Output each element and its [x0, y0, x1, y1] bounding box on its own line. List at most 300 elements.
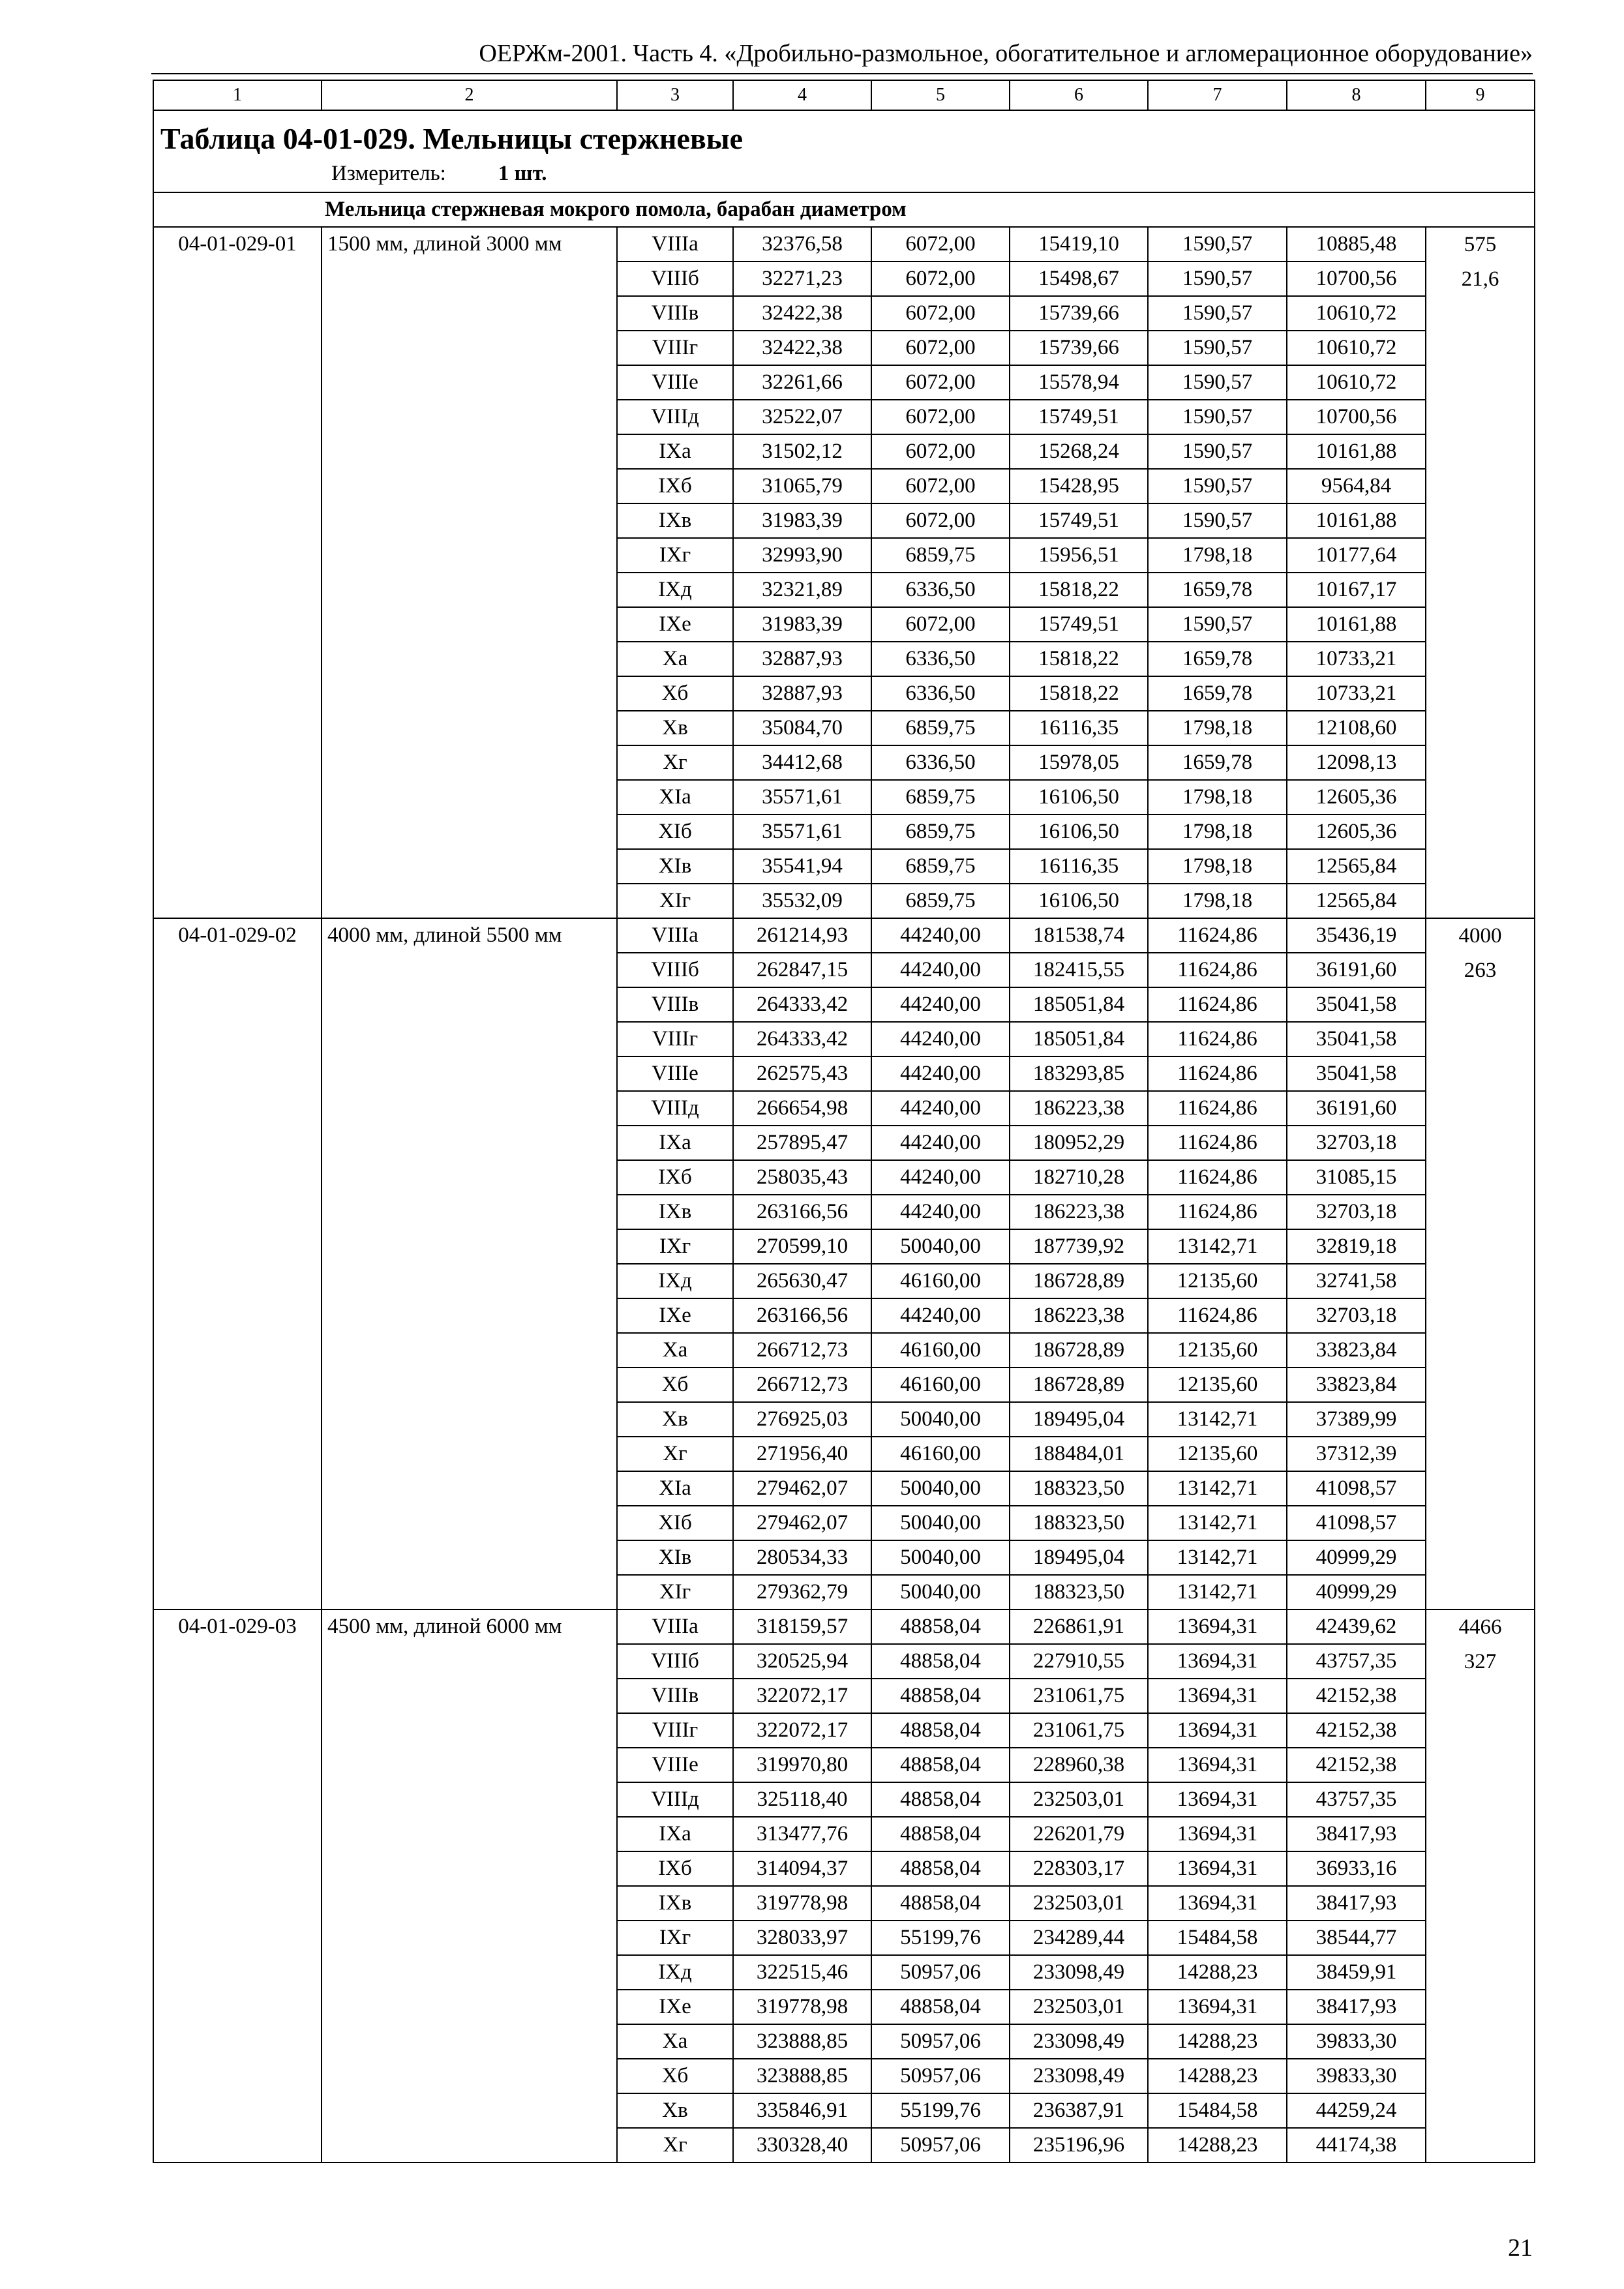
- total-cost-cell: 265630,47: [733, 1264, 871, 1298]
- zone-cell: VIIIб: [617, 953, 733, 987]
- wage-cost-cell: 44240,00: [871, 1195, 1010, 1229]
- machinist-wage-cell: 11624,86: [1148, 1298, 1287, 1333]
- machine-cost-cell: 15739,66: [1010, 331, 1148, 365]
- machinist-wage-cell: 13694,31: [1148, 1644, 1287, 1679]
- wage-cost-cell: 46160,00: [871, 1368, 1010, 1402]
- machine-cost-cell: 232503,01: [1010, 1886, 1148, 1921]
- zone-cell: IXв: [617, 1195, 733, 1229]
- wage-cost-cell: 44240,00: [871, 1126, 1010, 1160]
- wage-cost-cell: 46160,00: [871, 1437, 1010, 1471]
- total-cost-cell: 319778,98: [733, 1990, 871, 2024]
- column-number: 1: [153, 80, 322, 110]
- description-cell: 1500 мм, длиной 3000 мм: [322, 227, 617, 918]
- zone-cell: Xг: [617, 745, 733, 780]
- total-cost-cell: 322072,17: [733, 1679, 871, 1713]
- column-number: 8: [1287, 80, 1426, 110]
- wage-cost-cell: 48858,04: [871, 1782, 1010, 1817]
- machinist-wage-cell: 1590,57: [1148, 262, 1287, 296]
- total-cost-cell: 31983,39: [733, 503, 871, 538]
- table-body: [153, 80, 1535, 2162]
- wage-cost-cell: 48858,04: [871, 1817, 1010, 1851]
- table-row: [153, 918, 1535, 953]
- total-cost-cell: 32993,90: [733, 538, 871, 573]
- machine-cost-cell: 187739,92: [1010, 1229, 1148, 1264]
- materials-cost-cell: 10610,72: [1287, 365, 1426, 400]
- machinist-wage-cell: 1590,57: [1148, 400, 1287, 434]
- rate-code-cell: 04-01-029-02: [153, 918, 322, 1609]
- zone-cell: Xв: [617, 711, 733, 745]
- materials-cost-cell: 32703,18: [1287, 1195, 1426, 1229]
- machine-cost-cell: 227910,55: [1010, 1644, 1148, 1679]
- zone-cell: Xг: [617, 1437, 733, 1471]
- materials-cost-cell: 10161,88: [1287, 503, 1426, 538]
- machine-cost-cell: 15956,51: [1010, 538, 1148, 573]
- wage-cost-cell: 48858,04: [871, 1748, 1010, 1782]
- machinist-wage-cell: 11624,86: [1148, 1126, 1287, 1160]
- materials-cost-cell: 38417,93: [1287, 1886, 1426, 1921]
- machinist-wage-cell: 1798,18: [1148, 780, 1287, 815]
- wage-cost-cell: 55199,76: [871, 2093, 1010, 2128]
- zone-cell: VIIIг: [617, 331, 733, 365]
- materials-cost-cell: 43757,35: [1287, 1644, 1426, 1679]
- machine-cost-cell: 186728,89: [1010, 1264, 1148, 1298]
- materials-cost-cell: 10177,64: [1287, 538, 1426, 573]
- materials-cost-cell: 31085,15: [1287, 1160, 1426, 1195]
- column-number: 4: [733, 80, 871, 110]
- wage-cost-cell: 6072,00: [871, 400, 1010, 434]
- wage-cost-cell: 6072,00: [871, 262, 1010, 296]
- wage-cost-cell: 48858,04: [871, 1990, 1010, 2024]
- total-cost-cell: 335846,91: [733, 2093, 871, 2128]
- wage-cost-cell: 50040,00: [871, 1575, 1010, 1609]
- machine-cost-cell: 232503,01: [1010, 1990, 1148, 2024]
- machinist-wage-cell: 13142,71: [1148, 1540, 1287, 1575]
- wage-cost-cell: 50957,06: [871, 1955, 1010, 1990]
- total-cost-cell: 35571,61: [733, 815, 871, 849]
- section-title: Мельница стержневая мокрого помола, барабан диаметром: [153, 192, 1535, 227]
- machinist-wage-cell: 1590,57: [1148, 434, 1287, 469]
- zone-cell: XIа: [617, 1471, 733, 1506]
- zone-cell: IXг: [617, 1921, 733, 1955]
- wage-cost-cell: 6336,50: [871, 642, 1010, 676]
- machinist-wage-cell: 15484,58: [1148, 2093, 1287, 2128]
- total-cost-cell: 35084,70: [733, 711, 871, 745]
- labor-hours: 327: [1464, 1650, 1497, 1674]
- machinist-wage-cell: 13694,31: [1148, 1990, 1287, 2024]
- machinist-wage-cell: 14288,23: [1148, 2128, 1287, 2162]
- title-row: [153, 110, 1535, 192]
- total-cost-cell: 32422,38: [733, 331, 871, 365]
- total-cost-cell: 35571,61: [733, 780, 871, 815]
- machinist-wage-cell: 1590,57: [1148, 607, 1287, 642]
- wage-cost-cell: 44240,00: [871, 1091, 1010, 1126]
- total-cost-cell: 318159,57: [733, 1609, 871, 1644]
- materials-cost-cell: 35041,58: [1287, 1022, 1426, 1056]
- machinist-wage-cell: 14288,23: [1148, 1955, 1287, 1990]
- wage-cost-cell: 44240,00: [871, 1160, 1010, 1195]
- materials-cost-cell: 33823,84: [1287, 1333, 1426, 1368]
- materials-cost-cell: 10167,17: [1287, 573, 1426, 607]
- machine-cost-cell: 186728,89: [1010, 1368, 1148, 1402]
- materials-cost-cell: 32703,18: [1287, 1126, 1426, 1160]
- measure-label: Измеритель:: [331, 162, 446, 185]
- wage-cost-cell: 6336,50: [871, 676, 1010, 711]
- materials-cost-cell: 38544,77: [1287, 1921, 1426, 1955]
- wage-cost-cell: 6072,00: [871, 296, 1010, 331]
- total-cost-cell: 32271,23: [733, 262, 871, 296]
- materials-cost-cell: 39833,30: [1287, 2059, 1426, 2093]
- machinist-wage-cell: 1798,18: [1148, 884, 1287, 918]
- zone-cell: VIIIе: [617, 365, 733, 400]
- total-cost-cell: 35532,09: [733, 884, 871, 918]
- machinist-wage-cell: 11624,86: [1148, 953, 1287, 987]
- zone-cell: IXд: [617, 1264, 733, 1298]
- zone-cell: VIIIе: [617, 1748, 733, 1782]
- machinist-wage-cell: 13694,31: [1148, 1851, 1287, 1886]
- materials-cost-cell: 10700,56: [1287, 262, 1426, 296]
- total-cost-cell: 35541,94: [733, 849, 871, 884]
- materials-cost-cell: 12605,36: [1287, 815, 1426, 849]
- machine-cost-cell: 189495,04: [1010, 1402, 1148, 1437]
- zone-cell: IXе: [617, 607, 733, 642]
- zone-cell: VIIIд: [617, 1782, 733, 1817]
- machinist-wage-cell: 12135,60: [1148, 1368, 1287, 1402]
- materials-cost-cell: 35041,58: [1287, 987, 1426, 1022]
- total-cost-cell: 319778,98: [733, 1886, 871, 1921]
- column-number: 6: [1010, 80, 1148, 110]
- machine-cost-cell: 15428,95: [1010, 469, 1148, 503]
- machinist-wage-cell: 1590,57: [1148, 469, 1287, 503]
- zone-cell: VIIIб: [617, 262, 733, 296]
- machinist-wage-cell: 1590,57: [1148, 503, 1287, 538]
- total-cost-cell: 263166,56: [733, 1195, 871, 1229]
- total-cost-cell: 261214,93: [733, 918, 871, 953]
- machine-cost-cell: 16116,35: [1010, 849, 1148, 884]
- zone-cell: VIIIг: [617, 1022, 733, 1056]
- machinist-wage-cell: 11624,86: [1148, 1160, 1287, 1195]
- machine-cost-cell: 16116,35: [1010, 711, 1148, 745]
- materials-cost-cell: 42439,62: [1287, 1609, 1426, 1644]
- machinist-wage-cell: 1659,78: [1148, 573, 1287, 607]
- wage-cost-cell: 6859,75: [871, 849, 1010, 884]
- machine-cost-cell: 15498,67: [1010, 262, 1148, 296]
- zone-cell: Xб: [617, 1368, 733, 1402]
- wage-cost-cell: 55199,76: [871, 1921, 1010, 1955]
- machine-cost-cell: 182710,28: [1010, 1160, 1148, 1195]
- total-cost-cell: 330328,40: [733, 2128, 871, 2162]
- wage-cost-cell: 48858,04: [871, 1886, 1010, 1921]
- machinist-wage-cell: 1798,18: [1148, 815, 1287, 849]
- zone-cell: XIв: [617, 849, 733, 884]
- wage-cost-cell: 48858,04: [871, 1609, 1010, 1644]
- page-number: 21: [1508, 2234, 1533, 2262]
- running-header: ОЕРЖм-2001. Часть 4. «Дробильно-размольное, обогатительное и агломерационное оборудование»: [479, 40, 1533, 67]
- machine-cost-cell: 233098,49: [1010, 1955, 1148, 1990]
- zone-cell: XIб: [617, 1506, 733, 1540]
- machine-cost-cell: 233098,49: [1010, 2024, 1148, 2059]
- zone-cell: IXа: [617, 434, 733, 469]
- machinist-wage-cell: 1590,57: [1148, 227, 1287, 262]
- materials-cost-cell: 41098,57: [1287, 1471, 1426, 1506]
- machinist-wage-cell: 13694,31: [1148, 1679, 1287, 1713]
- wage-cost-cell: 44240,00: [871, 918, 1010, 953]
- machine-cost-cell: 188323,50: [1010, 1471, 1148, 1506]
- machine-cost-cell: 181538,74: [1010, 918, 1148, 953]
- measure-line: [160, 158, 1527, 189]
- total-cost-cell: 31502,12: [733, 434, 871, 469]
- materials-cost-cell: 12565,84: [1287, 849, 1426, 884]
- machine-cost-cell: 226861,91: [1010, 1609, 1148, 1644]
- rate-code-cell: 04-01-029-01: [153, 227, 322, 918]
- zone-cell: XIг: [617, 1575, 733, 1609]
- materials-cost-cell: 12605,36: [1287, 780, 1426, 815]
- zone-cell: Xв: [617, 2093, 733, 2128]
- wage-cost-cell: 50957,06: [871, 2024, 1010, 2059]
- zone-cell: Xв: [617, 1402, 733, 1437]
- wage-cost-cell: 46160,00: [871, 1333, 1010, 1368]
- total-cost-cell: 258035,43: [733, 1160, 871, 1195]
- machinist-wage-cell: 12135,60: [1148, 1264, 1287, 1298]
- machine-cost-cell: 16106,50: [1010, 780, 1148, 815]
- total-cost-cell: 279362,79: [733, 1575, 871, 1609]
- materials-cost-cell: 12098,13: [1287, 745, 1426, 780]
- equipment-weight: 4000: [1458, 924, 1502, 948]
- machine-cost-cell: 228303,17: [1010, 1851, 1148, 1886]
- total-cost-cell: 32522,07: [733, 400, 871, 434]
- zone-cell: Xг: [617, 2128, 733, 2162]
- wage-cost-cell: 6072,00: [871, 331, 1010, 365]
- machine-cost-cell: 180952,29: [1010, 1126, 1148, 1160]
- materials-cost-cell: 43757,35: [1287, 1782, 1426, 1817]
- machinist-wage-cell: 13694,31: [1148, 1782, 1287, 1817]
- wage-cost-cell: 48858,04: [871, 1679, 1010, 1713]
- total-cost-cell: 257895,47: [733, 1126, 871, 1160]
- machinist-wage-cell: 14288,23: [1148, 2024, 1287, 2059]
- materials-cost-cell: 32819,18: [1287, 1229, 1426, 1264]
- machine-cost-cell: 15739,66: [1010, 296, 1148, 331]
- machinist-wage-cell: 13142,71: [1148, 1229, 1287, 1264]
- total-cost-cell: 323888,85: [733, 2059, 871, 2093]
- machine-cost-cell: 15749,51: [1010, 607, 1148, 642]
- materials-cost-cell: 40999,29: [1287, 1540, 1426, 1575]
- wage-cost-cell: 44240,00: [871, 1022, 1010, 1056]
- machinist-wage-cell: 13142,71: [1148, 1402, 1287, 1437]
- column-number: 3: [617, 80, 733, 110]
- wage-cost-cell: 50040,00: [871, 1229, 1010, 1264]
- total-cost-cell: 32321,89: [733, 573, 871, 607]
- wage-cost-cell: 50040,00: [871, 1506, 1010, 1540]
- total-cost-cell: 313477,76: [733, 1817, 871, 1851]
- wage-cost-cell: 44240,00: [871, 953, 1010, 987]
- machine-cost-cell: 183293,85: [1010, 1056, 1148, 1091]
- machinist-wage-cell: 1659,78: [1148, 642, 1287, 676]
- zone-cell: IXб: [617, 1160, 733, 1195]
- total-cost-cell: 319970,80: [733, 1748, 871, 1782]
- total-cost-cell: 320525,94: [733, 1644, 871, 1679]
- price-table: [153, 80, 1535, 2163]
- zone-cell: IXд: [617, 1955, 733, 1990]
- machine-cost-cell: 235196,96: [1010, 2128, 1148, 2162]
- wage-cost-cell: 6859,75: [871, 815, 1010, 849]
- machinist-wage-cell: 11624,86: [1148, 1091, 1287, 1126]
- total-cost-cell: 280534,33: [733, 1540, 871, 1575]
- wage-cost-cell: 6336,50: [871, 573, 1010, 607]
- total-cost-cell: 328033,97: [733, 1921, 871, 1955]
- total-cost-cell: 31983,39: [733, 607, 871, 642]
- machinist-wage-cell: 12135,60: [1148, 1333, 1287, 1368]
- zone-cell: Xа: [617, 2024, 733, 2059]
- wage-cost-cell: 44240,00: [871, 987, 1010, 1022]
- total-cost-cell: 266712,73: [733, 1333, 871, 1368]
- zone-cell: XIв: [617, 1540, 733, 1575]
- wage-cost-cell: 44240,00: [871, 1056, 1010, 1091]
- zone-cell: VIIIе: [617, 1056, 733, 1091]
- zone-cell: VIIIв: [617, 296, 733, 331]
- materials-cost-cell: 10610,72: [1287, 296, 1426, 331]
- materials-cost-cell: 10610,72: [1287, 331, 1426, 365]
- materials-cost-cell: 39833,30: [1287, 2024, 1426, 2059]
- materials-cost-cell: 35041,58: [1287, 1056, 1426, 1091]
- column-number: 7: [1148, 80, 1287, 110]
- materials-cost-cell: 41098,57: [1287, 1506, 1426, 1540]
- total-cost-cell: 31065,79: [733, 469, 871, 503]
- machinist-wage-cell: 11624,86: [1148, 987, 1287, 1022]
- materials-cost-cell: 10733,21: [1287, 642, 1426, 676]
- total-cost-cell: 34412,68: [733, 745, 871, 780]
- wage-cost-cell: 6336,50: [871, 745, 1010, 780]
- materials-cost-cell: 44259,24: [1287, 2093, 1426, 2128]
- wage-cost-cell: 44240,00: [871, 1298, 1010, 1333]
- wage-cost-cell: 6072,00: [871, 365, 1010, 400]
- materials-cost-cell: 38417,93: [1287, 1990, 1426, 2024]
- machinist-wage-cell: 13142,71: [1148, 1506, 1287, 1540]
- zone-cell: XIа: [617, 780, 733, 815]
- section-row: [153, 192, 1535, 227]
- materials-cost-cell: 9564,84: [1287, 469, 1426, 503]
- description-cell: 4500 мм, длиной 6000 мм: [322, 1609, 617, 2162]
- machine-cost-cell: 233098,49: [1010, 2059, 1148, 2093]
- machinist-wage-cell: 11624,86: [1148, 1022, 1287, 1056]
- equipment-weight: 575: [1464, 233, 1497, 256]
- total-cost-cell: 325118,40: [733, 1782, 871, 1817]
- header-rule: [151, 73, 1533, 74]
- zone-cell: IXв: [617, 1886, 733, 1921]
- machinist-wage-cell: 13694,31: [1148, 1817, 1287, 1851]
- machinist-wage-cell: 1590,57: [1148, 296, 1287, 331]
- machinist-wage-cell: 1798,18: [1148, 849, 1287, 884]
- materials-cost-cell: 42152,38: [1287, 1679, 1426, 1713]
- machinist-wage-cell: 13694,31: [1148, 1748, 1287, 1782]
- materials-cost-cell: 40999,29: [1287, 1575, 1426, 1609]
- zone-cell: VIIIг: [617, 1713, 733, 1748]
- zone-cell: Xа: [617, 1333, 733, 1368]
- wage-cost-cell: 6072,00: [871, 503, 1010, 538]
- wage-cost-cell: 48858,04: [871, 1851, 1010, 1886]
- wage-cost-cell: 6072,00: [871, 607, 1010, 642]
- total-cost-cell: 279462,07: [733, 1506, 871, 1540]
- machinist-wage-cell: 11624,86: [1148, 1195, 1287, 1229]
- machinist-wage-cell: 13142,71: [1148, 1471, 1287, 1506]
- machinist-wage-cell: 11624,86: [1148, 918, 1287, 953]
- extra-info-cell: [1426, 227, 1535, 918]
- machine-cost-cell: 15419,10: [1010, 227, 1148, 262]
- zone-cell: VIIIд: [617, 1091, 733, 1126]
- total-cost-cell: 270599,10: [733, 1229, 871, 1264]
- materials-cost-cell: 38459,91: [1287, 1955, 1426, 1990]
- machinist-wage-cell: 1659,78: [1148, 676, 1287, 711]
- zone-cell: VIIIд: [617, 400, 733, 434]
- machinist-wage-cell: 13694,31: [1148, 1609, 1287, 1644]
- machine-cost-cell: 186223,38: [1010, 1298, 1148, 1333]
- materials-cost-cell: 10700,56: [1287, 400, 1426, 434]
- materials-cost-cell: 12108,60: [1287, 711, 1426, 745]
- zone-cell: Xб: [617, 2059, 733, 2093]
- zone-cell: VIIIа: [617, 1609, 733, 1644]
- total-cost-cell: 32887,93: [733, 642, 871, 676]
- column-number: 9: [1426, 80, 1535, 110]
- machine-cost-cell: 185051,84: [1010, 1022, 1148, 1056]
- wage-cost-cell: 50040,00: [871, 1402, 1010, 1437]
- zone-cell: XIг: [617, 884, 733, 918]
- materials-cost-cell: 32741,58: [1287, 1264, 1426, 1298]
- wage-cost-cell: 6072,00: [871, 227, 1010, 262]
- column-number: 2: [322, 80, 617, 110]
- machine-cost-cell: 231061,75: [1010, 1713, 1148, 1748]
- total-cost-cell: 314094,37: [733, 1851, 871, 1886]
- machine-cost-cell: 188323,50: [1010, 1575, 1148, 1609]
- labor-hours: 263: [1464, 959, 1497, 983]
- materials-cost-cell: 12565,84: [1287, 884, 1426, 918]
- table-title: Таблица 04-01-029. Мельницы стержневые: [160, 122, 744, 155]
- machine-cost-cell: 186223,38: [1010, 1195, 1148, 1229]
- materials-cost-cell: 10885,48: [1287, 227, 1426, 262]
- machine-cost-cell: 15268,24: [1010, 434, 1148, 469]
- total-cost-cell: 32261,66: [733, 365, 871, 400]
- machine-cost-cell: 15749,51: [1010, 400, 1148, 434]
- machine-cost-cell: 16106,50: [1010, 884, 1148, 918]
- total-cost-cell: 279462,07: [733, 1471, 871, 1506]
- materials-cost-cell: 42152,38: [1287, 1748, 1426, 1782]
- machinist-wage-cell: 14288,23: [1148, 2059, 1287, 2093]
- total-cost-cell: 322072,17: [733, 1713, 871, 1748]
- materials-cost-cell: 37389,99: [1287, 1402, 1426, 1437]
- machinist-wage-cell: 1590,57: [1148, 331, 1287, 365]
- zone-cell: IXб: [617, 469, 733, 503]
- zone-cell: IXа: [617, 1817, 733, 1851]
- zone-cell: IXе: [617, 1298, 733, 1333]
- wage-cost-cell: 6859,75: [871, 711, 1010, 745]
- wage-cost-cell: 48858,04: [871, 1644, 1010, 1679]
- zone-cell: VIIIв: [617, 1679, 733, 1713]
- total-cost-cell: 271956,40: [733, 1437, 871, 1471]
- materials-cost-cell: 38417,93: [1287, 1817, 1426, 1851]
- materials-cost-cell: 33823,84: [1287, 1368, 1426, 1402]
- wage-cost-cell: 48858,04: [871, 1713, 1010, 1748]
- wage-cost-cell: 50957,06: [871, 2128, 1010, 2162]
- machine-cost-cell: 15578,94: [1010, 365, 1148, 400]
- materials-cost-cell: 10733,21: [1287, 676, 1426, 711]
- total-cost-cell: 264333,42: [733, 987, 871, 1022]
- machine-cost-cell: 186728,89: [1010, 1333, 1148, 1368]
- zone-cell: IXд: [617, 573, 733, 607]
- materials-cost-cell: 37312,39: [1287, 1437, 1426, 1471]
- materials-cost-cell: 42152,38: [1287, 1713, 1426, 1748]
- total-cost-cell: 322515,46: [733, 1955, 871, 1990]
- materials-cost-cell: 36191,60: [1287, 953, 1426, 987]
- zone-cell: VIIIа: [617, 227, 733, 262]
- total-cost-cell: 276925,03: [733, 1402, 871, 1437]
- table-row: [153, 227, 1535, 262]
